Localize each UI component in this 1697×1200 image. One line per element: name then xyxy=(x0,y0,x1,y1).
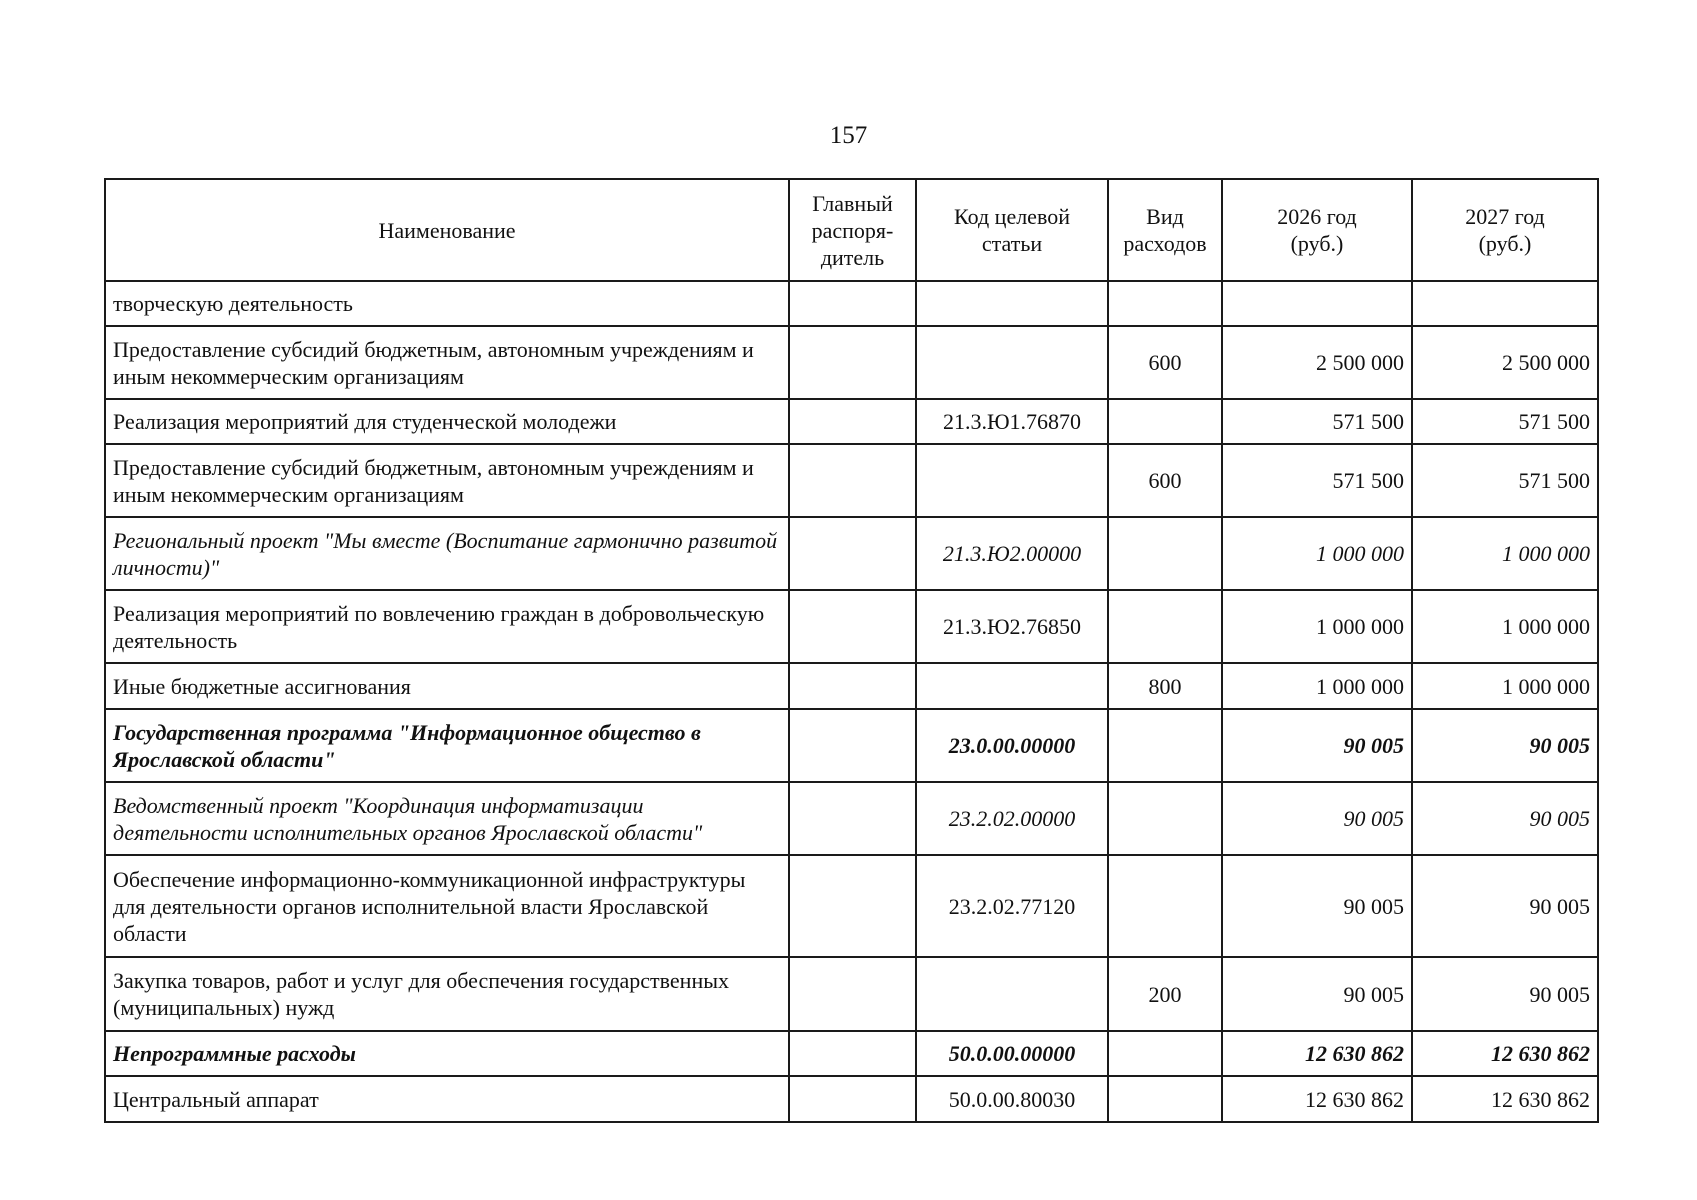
cell-kind xyxy=(1108,590,1222,663)
header-2026: 2026 год (руб.) xyxy=(1222,179,1412,281)
cell-code xyxy=(916,281,1108,326)
cell-admin xyxy=(789,782,916,855)
cell-name: Закупка товаров, работ и услуг для обеспечения государственных (муниципальных) нужд xyxy=(105,957,789,1031)
cell-kind xyxy=(1108,281,1222,326)
budget-table xyxy=(104,178,1599,1123)
cell-kind xyxy=(1108,1031,1222,1076)
cell-kind xyxy=(1108,517,1222,590)
header-kind: Вид расходов xyxy=(1108,179,1222,281)
cell-name: Обеспечение информационно-коммуникационной инфраструктуры для деятельности органов исполнительной власти Ярославской области xyxy=(105,855,789,957)
cell-code xyxy=(916,957,1108,1031)
cell-name: Региональный проект "Мы вместе (Воспитание гармонично развитой личности)" xyxy=(105,517,789,590)
header-name: Наименование xyxy=(105,179,789,281)
cell-admin xyxy=(789,855,916,957)
cell-2027: 12 630 862 xyxy=(1412,1076,1598,1122)
cell-admin xyxy=(789,1076,916,1122)
table-row xyxy=(105,281,1598,326)
cell-2027: 90 005 xyxy=(1412,709,1598,782)
cell-code: 23.2.02.77120 xyxy=(916,855,1108,957)
cell-admin xyxy=(789,709,916,782)
table-row xyxy=(105,444,1598,517)
cell-2027: 12 630 862 xyxy=(1412,1031,1598,1076)
cell-code: 50.0.00.80030 xyxy=(916,1076,1108,1122)
cell-2027 xyxy=(1412,281,1598,326)
header-code: Код целевой статьи xyxy=(916,179,1108,281)
cell-2026: 90 005 xyxy=(1222,782,1412,855)
cell-admin xyxy=(789,399,916,444)
cell-admin xyxy=(789,444,916,517)
table-row xyxy=(105,855,1598,957)
cell-kind xyxy=(1108,1076,1222,1122)
cell-kind: 600 xyxy=(1108,326,1222,399)
cell-code xyxy=(916,444,1108,517)
cell-code: 23.0.00.00000 xyxy=(916,709,1108,782)
cell-admin xyxy=(789,517,916,590)
cell-2026: 571 500 xyxy=(1222,399,1412,444)
table-row xyxy=(105,1031,1598,1076)
cell-name: творческую деятельность xyxy=(105,281,789,326)
table-row xyxy=(105,399,1598,444)
cell-2026: 571 500 xyxy=(1222,444,1412,517)
cell-admin xyxy=(789,326,916,399)
cell-kind: 800 xyxy=(1108,663,1222,709)
cell-kind xyxy=(1108,855,1222,957)
cell-admin xyxy=(789,663,916,709)
table-row xyxy=(105,590,1598,663)
cell-2027: 90 005 xyxy=(1412,782,1598,855)
cell-2026: 1 000 000 xyxy=(1222,590,1412,663)
cell-kind xyxy=(1108,782,1222,855)
cell-kind: 600 xyxy=(1108,444,1222,517)
cell-2027: 1 000 000 xyxy=(1412,590,1598,663)
header-2027: 2027 год (руб.) xyxy=(1412,179,1598,281)
cell-name: Государственная программа "Информационное общество в Ярославской области" xyxy=(105,709,789,782)
cell-code: 21.3.Ю2.76850 xyxy=(916,590,1108,663)
cell-admin xyxy=(789,281,916,326)
cell-name: Центральный аппарат xyxy=(105,1076,789,1122)
cell-kind: 200 xyxy=(1108,957,1222,1031)
header-admin: Главный распоря- дитель xyxy=(789,179,916,281)
table-row xyxy=(105,326,1598,399)
cell-code xyxy=(916,663,1108,709)
cell-kind xyxy=(1108,709,1222,782)
cell-2027: 1 000 000 xyxy=(1412,517,1598,590)
cell-2027: 90 005 xyxy=(1412,957,1598,1031)
table-row xyxy=(105,709,1598,782)
cell-2026: 1 000 000 xyxy=(1222,663,1412,709)
cell-2026 xyxy=(1222,281,1412,326)
cell-2027: 571 500 xyxy=(1412,444,1598,517)
cell-2026: 90 005 xyxy=(1222,709,1412,782)
table-header-row xyxy=(105,179,1598,281)
cell-code: 21.3.Ю2.00000 xyxy=(916,517,1108,590)
table-row xyxy=(105,663,1598,709)
cell-name: Ведомственный проект "Координация информатизации деятельности исполнительных органов Ярославской области" xyxy=(105,782,789,855)
table-row xyxy=(105,517,1598,590)
cell-code xyxy=(916,326,1108,399)
cell-code: 21.3.Ю1.76870 xyxy=(916,399,1108,444)
cell-name: Предоставление субсидий бюджетным, автономным учреждениям и иным некоммерческим организациям xyxy=(105,444,789,517)
cell-name: Непрограммные расходы xyxy=(105,1031,789,1076)
cell-2026: 12 630 862 xyxy=(1222,1076,1412,1122)
cell-admin xyxy=(789,1031,916,1076)
cell-code: 23.2.02.00000 xyxy=(916,782,1108,855)
table-row xyxy=(105,957,1598,1031)
cell-2026: 12 630 862 xyxy=(1222,1031,1412,1076)
page-number: 157 xyxy=(829,122,868,149)
table-row xyxy=(105,1076,1598,1122)
cell-name: Предоставление субсидий бюджетным, автономным учреждениям и иным некоммерческим организациям xyxy=(105,326,789,399)
cell-kind xyxy=(1108,399,1222,444)
cell-2026: 1 000 000 xyxy=(1222,517,1412,590)
cell-2027: 90 005 xyxy=(1412,855,1598,957)
cell-2026: 90 005 xyxy=(1222,957,1412,1031)
cell-2027: 1 000 000 xyxy=(1412,663,1598,709)
cell-admin xyxy=(789,590,916,663)
table-row xyxy=(105,782,1598,855)
cell-name: Реализация мероприятий для студенческой молодежи xyxy=(105,399,789,444)
cell-2026: 2 500 000 xyxy=(1222,326,1412,399)
cell-name: Реализация мероприятий по вовлечению граждан в добровольческую деятельность xyxy=(105,590,789,663)
cell-code: 50.0.00.00000 xyxy=(916,1031,1108,1076)
cell-name: Иные бюджетные ассигнования xyxy=(105,663,789,709)
cell-2026: 90 005 xyxy=(1222,855,1412,957)
cell-2027: 571 500 xyxy=(1412,399,1598,444)
cell-admin xyxy=(789,957,916,1031)
cell-2027: 2 500 000 xyxy=(1412,326,1598,399)
